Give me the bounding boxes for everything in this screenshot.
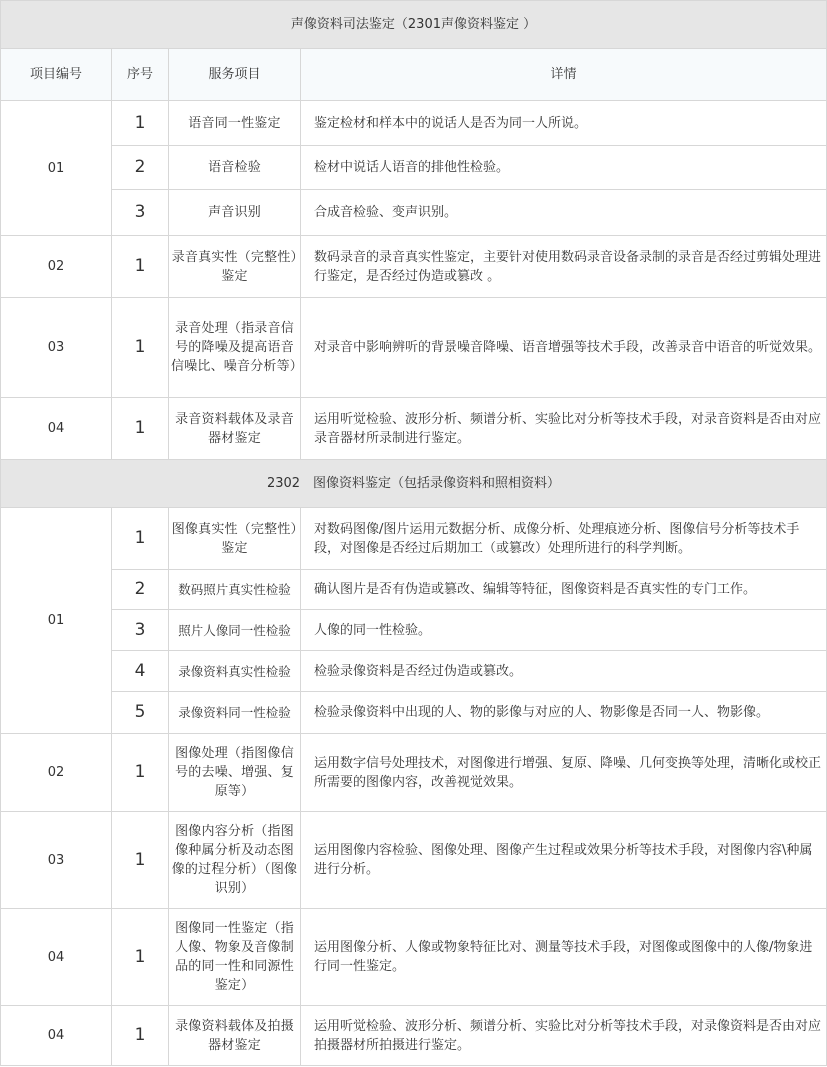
header-project-id: 项目编号 — [1, 49, 112, 101]
service-detail: 检材中说话人语音的排他性检验。 — [301, 146, 827, 190]
project-id: 02 — [1, 236, 112, 298]
service-name: 录像资料同一性检验 — [169, 692, 301, 734]
section-title: 2302 图像资料鉴定（包括录像资料和照相资料） — [1, 460, 827, 508]
project-id: 03 — [1, 812, 112, 909]
header-seq: 序号 — [112, 49, 169, 101]
seq-number: 1 — [112, 812, 169, 909]
service-name: 录音处理（指录音信号的降噪及提高语音信噪比、噪音分析等） — [169, 298, 301, 398]
service-name: 声音识别 — [169, 190, 301, 236]
service-name: 录音资料载体及录音器材鉴定 — [169, 398, 301, 460]
table-row — [1, 812, 827, 909]
service-detail: 运用图像内容检验、图像处理、图像产生过程或效果分析等技术手段，对图像内容\种属进行分析。 — [301, 812, 827, 909]
service-detail: 运用图像分析、人像或物象特征比对、测量等技术手段，对图像或图像中的人像/物象进行同一性鉴定。 — [301, 909, 827, 1006]
seq-number: 1 — [112, 508, 169, 570]
service-name: 录音真实性（完整性）鉴定 — [169, 236, 301, 298]
table-row — [1, 190, 827, 236]
service-detail: 运用数字信号处理技术，对图像进行增强、复原、降噪、几何变换等处理，清晰化或校正所需要的图像内容，改善视觉效果。 — [301, 734, 827, 812]
service-name: 录像资料真实性检验 — [169, 651, 301, 692]
seq-number: 3 — [112, 610, 169, 651]
seq-number: 1 — [112, 734, 169, 812]
table-row — [1, 236, 827, 298]
project-id: 03 — [1, 298, 112, 398]
seq-number: 1 — [112, 236, 169, 298]
service-detail: 对数码图像/图片运用元数据分析、成像分析、处理痕迹分析、图像信号分析等技术手段，对图像是否经过后期加工（或篡改）处理所进行的科学判断。 — [301, 508, 827, 570]
service-name: 录像资料载体及拍摄器材鉴定 — [169, 1006, 301, 1066]
service-name: 语音检验 — [169, 146, 301, 190]
service-name: 图像处理（指图像信号的去噪、增强、复原等） — [169, 734, 301, 812]
table-row — [1, 146, 827, 190]
service-detail: 数码录音的录音真实性鉴定，主要针对使用数码录音设备录制的录音是否经过剪辑处理进行鉴定，是否经过伪造或篡改 。 — [301, 236, 827, 298]
service-detail: 确认图片是否有伪造或篡改、编辑等特征，图像资料是否真实性的专门工作。 — [301, 570, 827, 610]
seq-number: 1 — [112, 298, 169, 398]
service-detail: 鉴定检材和样本中的说话人是否为同一人所说。 — [301, 101, 827, 146]
section-title: 声像资料司法鉴定（2301声像资料鉴定 ） — [1, 1, 827, 49]
table-row — [1, 651, 827, 692]
table-row — [1, 692, 827, 734]
seq-number: 1 — [112, 909, 169, 1006]
service-detail: 检验录像资料是否经过伪造或篡改。 — [301, 651, 827, 692]
service-name: 照片人像同一性检验 — [169, 610, 301, 651]
service-detail: 合成音检验、变声识别。 — [301, 190, 827, 236]
seq-number: 1 — [112, 398, 169, 460]
service-name: 图像内容分析（指图像种属分析及动态图像的过程分析）（图像识别） — [169, 812, 301, 909]
project-id: 04 — [1, 909, 112, 1006]
seq-number: 2 — [112, 146, 169, 190]
table-row — [1, 101, 827, 146]
table-row — [1, 909, 827, 1006]
service-detail: 检验录像资料中出现的人、物的影像与对应的人、物影像是否同一人、物影像。 — [301, 692, 827, 734]
table-row — [1, 1006, 827, 1066]
project-id: 02 — [1, 734, 112, 812]
seq-number: 4 — [112, 651, 169, 692]
service-name: 图像真实性（完整性）鉴定 — [169, 508, 301, 570]
table-row — [1, 610, 827, 651]
service-detail: 运用听觉检验、波形分析、频谱分析、实验比对分析等技术手段，对录音资料是否由对应录音器材所录制进行鉴定。 — [301, 398, 827, 460]
service-detail: 对录音中影响辨听的背景噪音降噪、语音增强等技术手段，改善录音中语音的听觉效果。 — [301, 298, 827, 398]
service-detail: 运用听觉检验、波形分析、频谱分析、实验比对分析等技术手段，对录像资料是否由对应拍摄器材所拍摄进行鉴定。 — [301, 1006, 827, 1066]
service-name: 语音同一性鉴定 — [169, 101, 301, 146]
seq-number: 2 — [112, 570, 169, 610]
seq-number: 3 — [112, 190, 169, 236]
seq-number: 5 — [112, 692, 169, 734]
header-service: 服务项目 — [169, 49, 301, 101]
project-id: 04 — [1, 398, 112, 460]
project-id: 04 — [1, 1006, 112, 1066]
project-id: 01 — [1, 508, 112, 734]
service-name: 图像同一性鉴定（指人像、物象及音像制品的同一性和同源性鉴定） — [169, 909, 301, 1006]
seq-number: 1 — [112, 1006, 169, 1066]
service-detail: 人像的同一性检验。 — [301, 610, 827, 651]
service-name: 数码照片真实性检验 — [169, 570, 301, 610]
table-row — [1, 508, 827, 570]
seq-number: 1 — [112, 101, 169, 146]
project-id: 01 — [1, 101, 112, 236]
table-row — [1, 734, 827, 812]
table-row — [1, 398, 827, 460]
table-row — [1, 570, 827, 610]
header-detail: 详情 — [301, 49, 827, 101]
table-row — [1, 298, 827, 398]
